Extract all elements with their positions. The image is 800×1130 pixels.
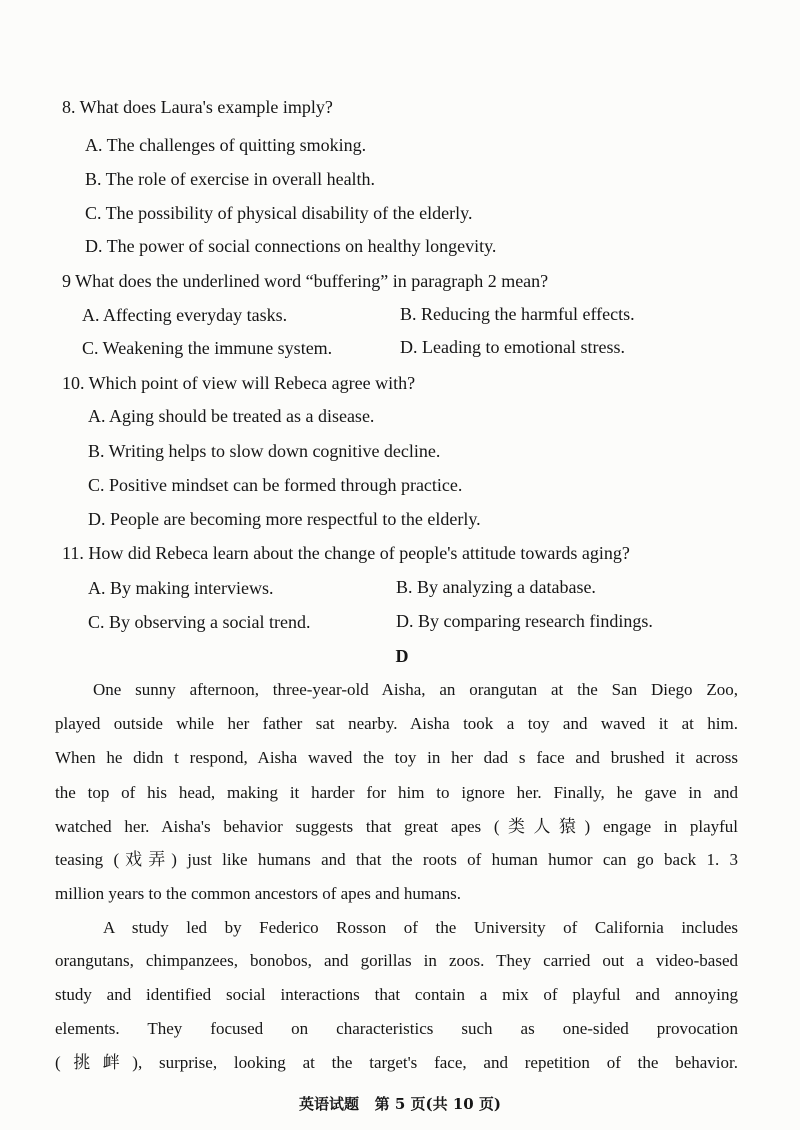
passage-p2-line: A study led by Federico Rosson of the University of California includes (103, 918, 738, 937)
question-11-option-b: B. By analyzing a database. (396, 577, 596, 597)
question-11-option-c: C. By observing a social trend. (88, 612, 311, 632)
question-9-option-c: C. Weakening the immune system. (82, 338, 333, 358)
question-8-option-a: A. The challenges of quitting smoking. (85, 135, 367, 155)
question-10-option-a: A. Aging should be treated as a disease. (88, 406, 375, 426)
passage-p2-line: elements. They focused on characteristics such as one-sided provocation (55, 1019, 738, 1038)
passage-p1-line: teasing (戏弄) just like humans and that the roots of human humor can go back 1. 3 (55, 850, 738, 869)
passage-p1-line: One sunny afternoon, three-year-old Aisha, an orangutan at the San Diego Zoo, (93, 680, 738, 699)
question-8-option-d: D. The power of social connections on healthy longevity. (85, 236, 497, 256)
passage-p1-line: When he didn t respond, Aisha waved the toy in her dad s face and brushed it across (55, 748, 738, 767)
question-9-option-d: D. Leading to emotional stress. (400, 337, 625, 357)
question-8-option-b: B. The role of exercise in overall health. (85, 169, 376, 189)
question-10-option-c: C. Positive mindset can be formed through practice. (88, 475, 463, 495)
question-11-option-a: A. By making interviews. (88, 578, 274, 598)
question-9-stem: 9 What does the underlined word “buffering” in paragraph 2 mean? (62, 271, 549, 291)
passage-p1-line: watched her. Aisha's behavior suggests that great apes (类人猿) engage in playful (55, 817, 738, 836)
passage-p2-line: (挑衅), surprise, looking at the target's face, and repetition of the behavior. (55, 1053, 738, 1072)
question-11-option-d: D. By comparing research findings. (396, 611, 653, 631)
page-footer: 英语试题 第 5 页(共 10 页) (298, 1095, 502, 1113)
passage-p2-line: orangutans, chimpanzees, bonobos, and gorillas in zoos. They carried out a video-based (55, 951, 738, 970)
question-8-stem: 8. What does Laura's example imply? (62, 97, 333, 117)
question-9-option-b: B. Reducing the harmful effects. (400, 304, 635, 324)
question-9-option-a: A. Affecting everyday tasks. (82, 305, 288, 325)
question-10-stem: 10. Which point of view will Rebeca agree with? (62, 373, 416, 393)
section-label: D (395, 646, 409, 666)
question-10-option-d: D. People are becoming more respectful to the elderly. (88, 509, 481, 529)
question-8-option-c: C. The possibility of physical disability of the elderly. (85, 203, 473, 223)
passage-p1-line: played outside while her father sat nearby. Aisha took a toy and waved it at him. (55, 714, 738, 733)
passage-p1-line: million years to the common ancestors of apes and humans. (55, 884, 462, 903)
question-11-stem: 11. How did Rebeca learn about the change of people's attitude towards aging? (62, 543, 630, 563)
passage-p2-line: study and identified social interactions that contain a mix of playful and annoying (55, 985, 738, 1004)
question-10-option-b: B. Writing helps to slow down cognitive decline. (88, 441, 441, 461)
passage-p1-line: the top of his head, making it harder for him to ignore her. Finally, he gave in and (55, 783, 738, 802)
